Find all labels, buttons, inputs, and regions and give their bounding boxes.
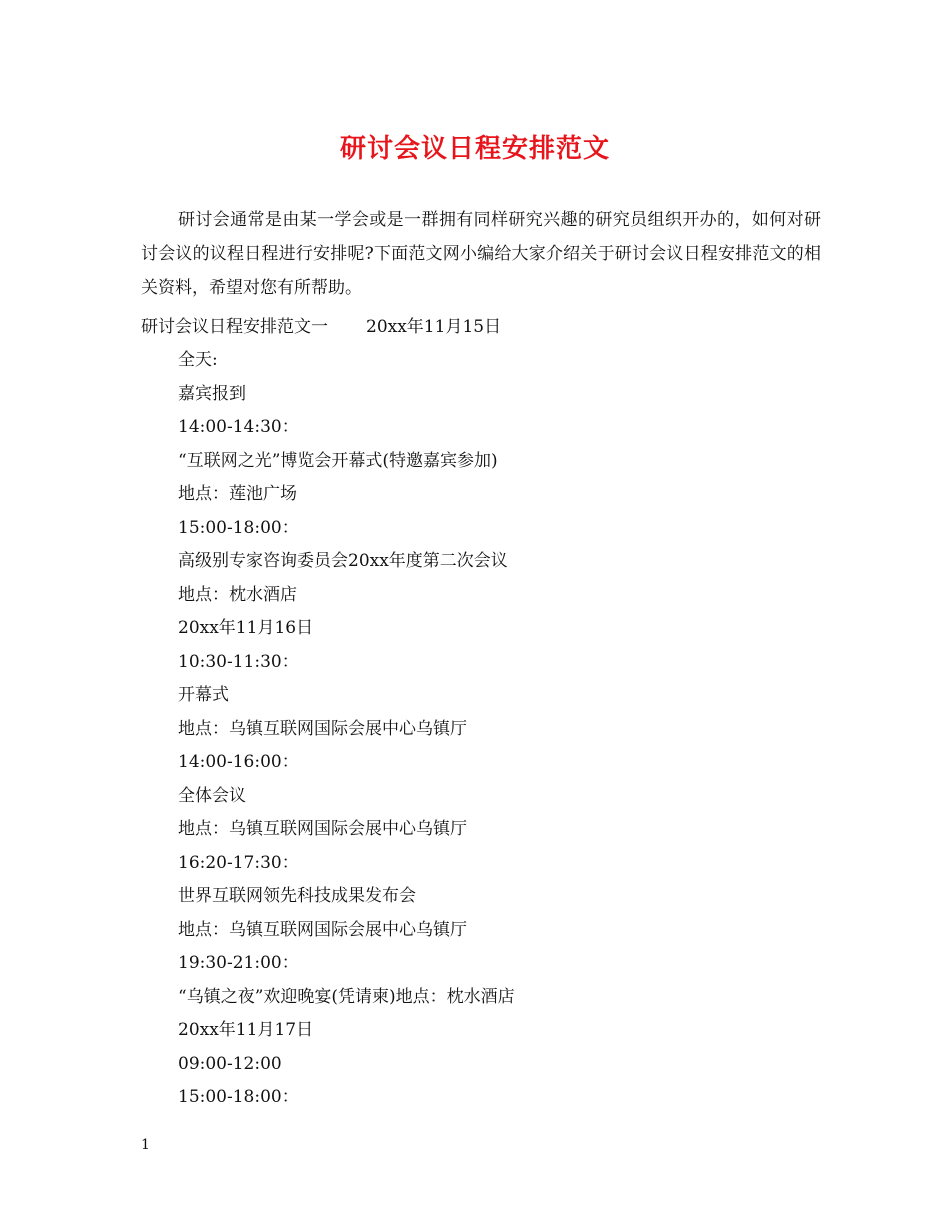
schedule-line: 20xx年11月17日 xyxy=(178,1020,314,1040)
section-heading: 研讨会议日程安排范文一 xyxy=(141,317,328,337)
schedule-line: 10:30-11:30： xyxy=(178,651,299,672)
schedule-line: 地点：乌镇互联网国际会展中心乌镇厅 xyxy=(178,819,467,839)
schedule-list xyxy=(178,344,838,1115)
schedule-line: 14:00-14:30： xyxy=(178,417,299,437)
schedule-line: 19:30-21:00： xyxy=(178,953,299,973)
schedule-line: 15:00-18:00： xyxy=(178,1087,299,1107)
schedule-line: 高级别专家咨询委员会20xx年度第二次会议 xyxy=(178,551,508,571)
schedule-line: “互联网之光”博览会开幕式(特邀嘉宾参加) xyxy=(178,450,498,471)
page-number: 1 xyxy=(141,1137,150,1153)
section-date: 20xx年11月15日 xyxy=(366,317,502,337)
schedule-line: 地点：莲池广场 xyxy=(178,484,297,504)
document-title: 研讨会议日程安排范文 xyxy=(339,134,610,164)
schedule-line: 地点：枕水酒店 xyxy=(178,584,297,605)
schedule-line: 世界互联网领先科技成果发布会 xyxy=(178,886,416,906)
schedule-line: 开幕式 xyxy=(178,685,229,705)
schedule-line: 全体会议 xyxy=(178,785,246,806)
schedule-line: 嘉宾报到 xyxy=(178,383,246,404)
intro-paragraph: 研讨会通常是由某一学会或是一群拥有同样研究兴趣的研究员组织开办的，如何对研讨会议的议程日程进行安排呢?下面范文网小编给大家介绍关于研讨会议日程安排范文的相关资料，希望对您有所帮助。 xyxy=(141,210,821,298)
schedule-line: 地点：乌镇互联网国际会展中心乌镇厅 xyxy=(178,718,467,739)
schedule-line: 09:00-12:00 xyxy=(178,1053,282,1074)
schedule-line: 20xx年11月16日 xyxy=(178,618,314,638)
schedule-line: 地点：乌镇互联网国际会展中心乌镇厅 xyxy=(178,919,467,940)
section-heading-line xyxy=(141,310,501,344)
schedule-line: 全天: xyxy=(178,350,218,370)
schedule-line: 14:00-16:00： xyxy=(178,752,299,772)
schedule-line: “乌镇之夜”欢迎晚宴(凭请柬)地点：枕水酒店 xyxy=(178,986,515,1007)
schedule-line: 16:20-17:30： xyxy=(178,852,299,873)
schedule-line: 15:00-18:00： xyxy=(178,517,299,538)
